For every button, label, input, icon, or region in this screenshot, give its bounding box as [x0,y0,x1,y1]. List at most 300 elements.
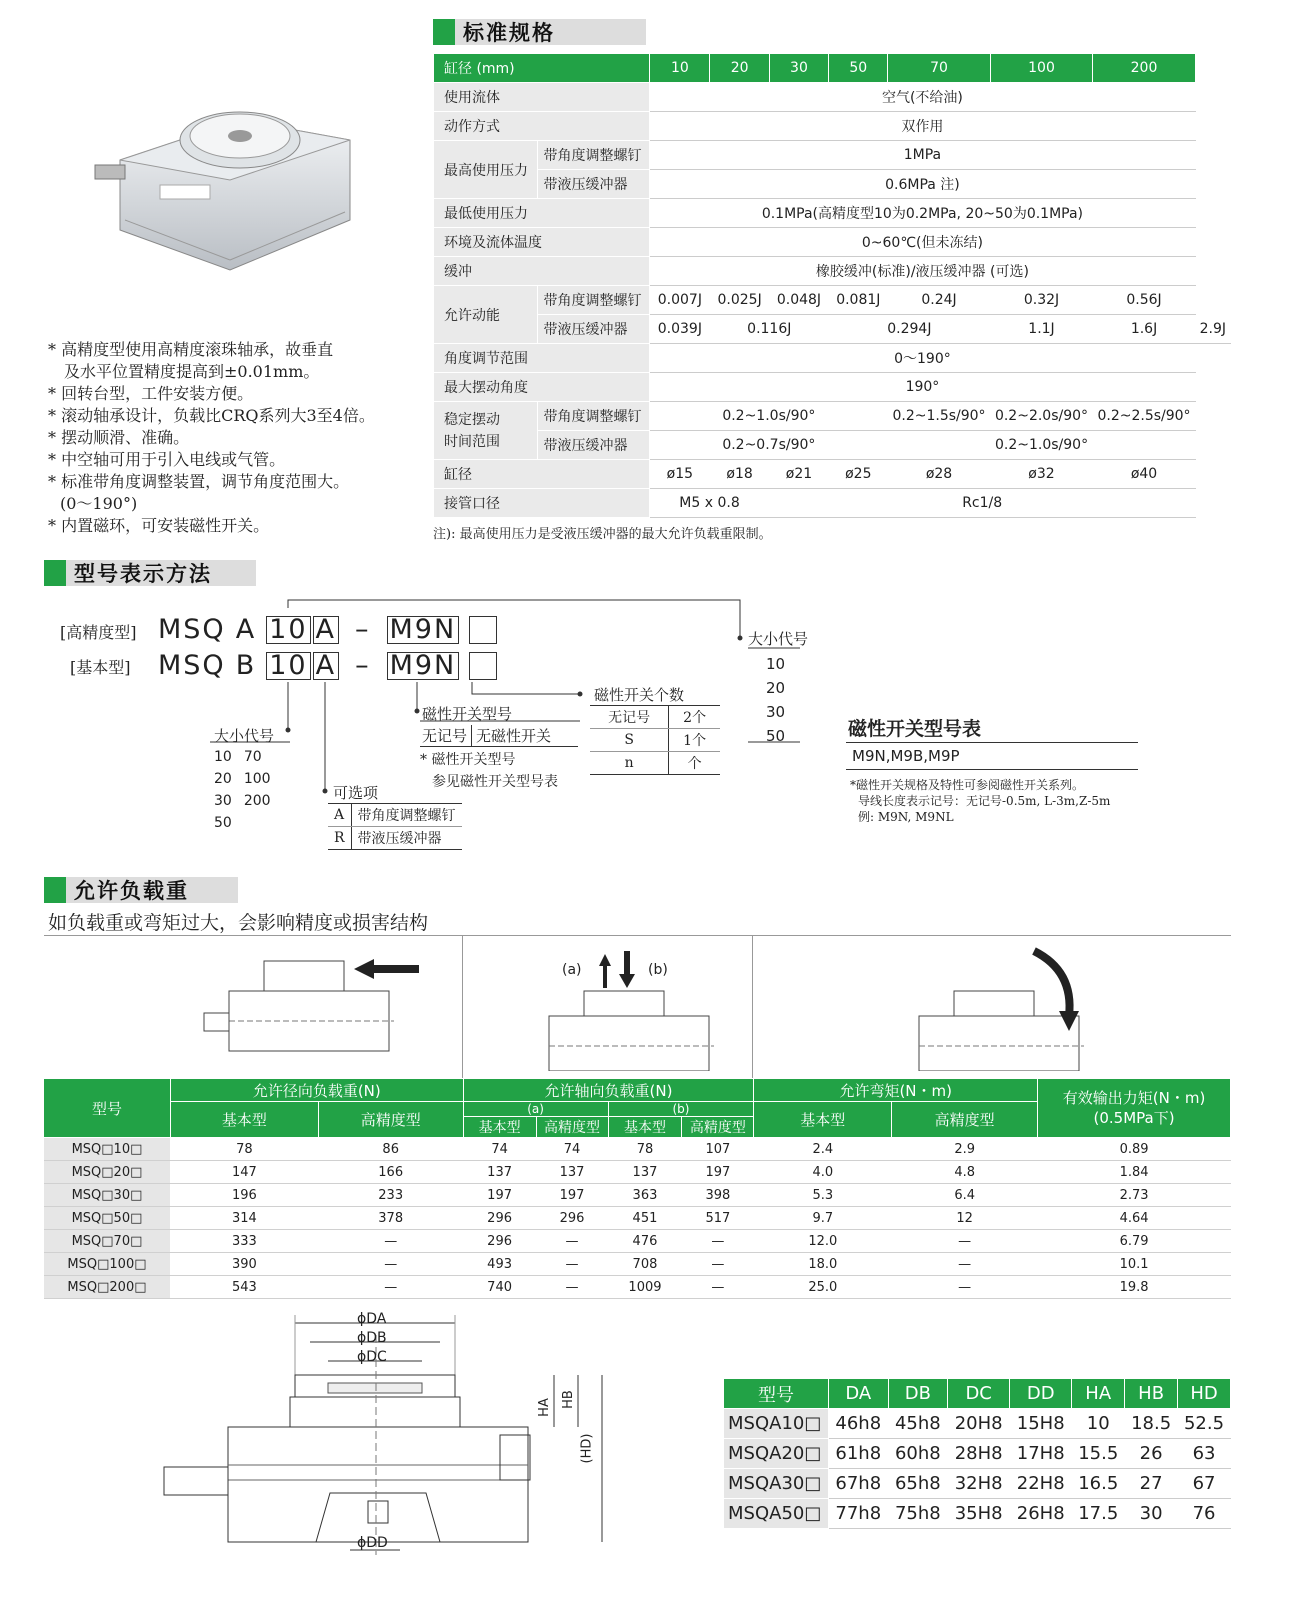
cell: 17.5 [1072,1499,1125,1529]
cell: 0.007J [650,286,710,315]
dim-label-da: ϕDA [357,1311,387,1327]
option-desc: 带角度调整螺钉 [351,804,462,827]
switch-code: 无记号 [422,725,472,746]
switch-note: 参见磁性开关型号表 [432,774,558,790]
right-size: 50 [766,727,786,745]
cell: 137 [536,1161,608,1184]
mag-note: 导线长度表示记号：无记号-0.5m, L-3m,Z-5m [858,794,1111,808]
cell: 0.89 [1038,1138,1231,1161]
switch-note: * 磁性开关型号 [420,752,516,768]
cell: 0.6MPa 注) [650,170,1195,199]
table-row [44,1276,1231,1299]
cell: 61h8 [829,1439,889,1469]
h-hp: 高精度型 [892,1102,1038,1138]
radial-load-diagram [194,951,434,1066]
cell: 0.2~0.7s/90° [650,431,888,460]
section-marker [44,560,66,586]
cell: 1009 [608,1276,682,1299]
row-label: 最低使用压力 [434,199,650,228]
cell: 196 [170,1184,318,1207]
dim-label-ha: HA [536,1398,552,1417]
cell: 52.5 [1178,1409,1231,1439]
table-row [724,1499,1231,1529]
cell: 147 [170,1161,318,1184]
cell: 6.79 [1038,1230,1231,1253]
cell: 166 [318,1161,463,1184]
dim-header: 型号 [724,1379,829,1409]
sub-label: 带液压缓冲器 [537,315,650,344]
cell: 197 [463,1184,536,1207]
cell: 1.84 [1038,1161,1231,1184]
cell: MSQ□50□ [44,1207,171,1230]
cell: 18.5 [1125,1409,1178,1439]
cell: — [318,1276,463,1299]
cell: — [536,1230,608,1253]
size-code-title: 大小代号 [214,727,275,745]
cell: 233 [318,1184,463,1207]
table-row [724,1409,1231,1439]
cell: 4.64 [1038,1207,1231,1230]
cell: 10.1 [1038,1253,1231,1276]
dim-header: HD [1178,1379,1231,1409]
h-torque [1038,1079,1231,1138]
table-row [724,1439,1231,1469]
option-title: 可选项 [333,784,379,802]
sub-label: 带液压缓冲器 [537,170,650,199]
cell: ø15 [650,460,710,489]
h-basic: 基本型 [463,1117,536,1138]
right-size: 30 [766,703,786,721]
cell: MSQ□10□ [44,1138,171,1161]
code-option: A [313,652,339,680]
table-row [724,1469,1231,1499]
option-code: R [328,827,351,850]
h-model: 型号 [44,1079,171,1138]
cell: 22H8 [1010,1469,1072,1499]
cell: ø25 [829,460,888,489]
axial-load-diagram [514,946,754,1071]
cell: 107 [682,1138,754,1161]
dim-header: DA [829,1379,889,1409]
h-hp: 高精度型 [536,1117,608,1138]
cell: 6.4 [892,1184,1038,1207]
cell: 77h8 [829,1499,889,1529]
count-title: 磁性开关个数 [594,686,685,704]
feature-list [48,339,428,537]
cell: M5 x 0.8 [650,489,770,518]
cell: 190° [650,373,1195,402]
row-label: 动作方式 [434,112,650,141]
row-label [434,402,538,460]
section-marker [433,19,455,45]
cell: 74 [463,1138,536,1161]
basic-type-label: [基本型] [70,658,131,677]
section-title: 标准规格 [463,20,555,45]
feature-item: * 标准带角度调整装置，调节角度范围大。 [48,472,350,491]
switch-row [422,725,551,746]
h-torque-line1: 有效输出力矩(N・m) [1062,1089,1206,1107]
cell: 390 [170,1253,318,1276]
count-value: 2个 [669,706,720,729]
h-basic: 基本型 [608,1117,682,1138]
mag-notes [850,777,1110,825]
right-size-title: 大小代号 [748,630,809,648]
section-title: 型号表示方法 [74,561,212,586]
size-code [238,812,277,834]
table-row [44,1138,1231,1161]
h-basic: 基本型 [754,1102,892,1138]
cell: MSQ□200□ [44,1276,171,1299]
cell: 45h8 [888,1409,948,1439]
cell: 451 [608,1207,682,1230]
code-type: A [235,614,257,645]
cell: 32H8 [948,1469,1010,1499]
cell: 2.4 [754,1138,892,1161]
cell: 0～190° [650,344,1195,373]
time-label-line2: 时间范围 [444,433,500,450]
switch-desc: 无磁性开关 [476,727,552,745]
cell: 35H8 [948,1499,1010,1529]
cell: 398 [682,1184,754,1207]
cell: — [536,1253,608,1276]
cell: 25.0 [754,1276,892,1299]
spec-header-label: 缸径 (mm) [434,54,650,83]
cell: 0.081J [829,286,888,315]
cell: 双作用 [650,112,1195,141]
count-code: n [590,752,669,775]
cell: 708 [608,1253,682,1276]
cell: 1MPa [650,141,1195,170]
diagram-label-b: (b) [648,962,668,978]
dim-label-dc: ϕDC [357,1349,387,1365]
cell: 65h8 [888,1469,948,1499]
cell: — [892,1253,1038,1276]
count-value: 1个 [669,729,720,752]
dim-label-hb: HB [560,1390,576,1409]
code-size: 10 [266,616,310,644]
size-code: 20 [214,771,232,787]
cell: 740 [463,1276,536,1299]
table-row [44,1207,1231,1230]
cell: MSQA20□ [724,1439,829,1469]
cell: 27 [1125,1469,1178,1499]
cell: 0.2~1.0s/90° [888,431,1195,460]
mag-divider [846,769,1138,770]
row-label: 使用流体 [434,83,650,112]
cell: 1.6J [1093,315,1195,344]
load-diagrams [44,935,1231,1079]
row-label: 允许动能 [434,286,538,344]
sub-label: 带角度调整螺钉 [537,141,650,170]
h-hp: 高精度型 [318,1102,463,1138]
feature-item: * 内置磁环，可安装磁性开关。 [48,516,270,535]
code-dash: – [355,650,371,681]
cell: 30 [1125,1499,1178,1529]
size-code: 10 [214,749,232,765]
cell: — [682,1230,754,1253]
size-code: 30 [214,793,232,809]
section-title: 允许负载重 [74,878,189,903]
cell: 476 [608,1230,682,1253]
cell: ø32 [990,460,1093,489]
section-header-load [44,877,238,903]
switch-divider [420,746,578,747]
option-desc: 带液压缓冲器 [357,831,442,847]
cell: 空气(不给油) [650,83,1195,112]
cell: MSQA10□ [724,1409,829,1439]
cell: ø40 [1093,460,1195,489]
cell: 0.24J [888,286,990,315]
cell: ø28 [888,460,990,489]
size-col: 200 [1093,54,1195,83]
dim-header: HB [1125,1379,1178,1409]
cell: 20H8 [948,1409,1010,1439]
cell: 0.039J [650,315,710,344]
cell: 4.0 [754,1161,892,1184]
size-code-table [208,746,277,834]
cell: 493 [463,1253,536,1276]
h-radial: 允许径向负载重(N) [170,1079,463,1102]
sub-label: 带液压缓冲器 [537,431,650,460]
section-marker [44,877,66,903]
feature-item: * 摆动顺滑、准确。 [48,428,190,447]
feature-item: * 高精度型使用高精度滚珠轴承，故垂直 [48,340,334,359]
cell: 137 [608,1161,682,1184]
right-size: 20 [766,679,786,697]
cell: 314 [170,1207,318,1230]
code-switch: M9N [387,616,460,644]
cell: — [318,1230,463,1253]
mag-divider [846,742,1138,743]
option-code: A [328,804,351,827]
size-code: 50 [214,815,232,831]
table-row [44,1161,1231,1184]
row-label: 缸径 [434,460,650,489]
cell: MSQ□100□ [44,1253,171,1276]
cell: 0.116J [710,315,829,344]
cell: 0.1MPa(高精度型10为0.2MPa, 20~50为0.1MPa) [650,199,1195,228]
cell: 0.025J [710,286,769,315]
cell: 76 [1178,1499,1231,1529]
cell: 86 [318,1138,463,1161]
cell: 78 [170,1138,318,1161]
cell: — [892,1230,1038,1253]
cell: 2.9J [1195,315,1230,344]
cell: 296 [463,1230,536,1253]
feature-item: (0～190°) [60,494,138,513]
h-torque-line2: (0.5MPa下) [1093,1109,1175,1127]
cell: 19.8 [1038,1276,1231,1299]
cell: 26H8 [1010,1499,1072,1529]
cell: 15.5 [1072,1439,1125,1469]
sub-label: 带角度调整螺钉 [537,402,650,431]
cell: 12.0 [754,1230,892,1253]
row-label: 角度调节范围 [434,344,650,373]
h-basic: 基本型 [170,1102,318,1138]
count-value: 个 [687,756,702,772]
cell: 0.56J [1093,286,1195,315]
code-series: MSQ [158,650,226,681]
cell: 75h8 [888,1499,948,1529]
feature-item: * 回转台型，工件安装方便。 [48,384,254,403]
cell: 26 [1125,1439,1178,1469]
size-col: 30 [769,54,828,83]
spec-note: 注): 最高使用压力是受液压缓冲器的最大允许负载重限制。 [433,527,772,542]
cell: 78 [608,1138,682,1161]
h-a: (a) [463,1102,608,1117]
switch-title: 磁性开关型号 [422,705,513,723]
dim-header: DC [948,1379,1010,1409]
h-hp: 高精度型 [682,1117,754,1138]
row-label: 最大摆动角度 [434,373,650,402]
cell: 197 [682,1161,754,1184]
row-label: 环境及流体温度 [434,228,650,257]
cell: MSQ□30□ [44,1184,171,1207]
option-table [328,803,462,850]
cell: 18.0 [754,1253,892,1276]
cell: Rc1/8 [769,489,1195,518]
cell: ø18 [710,460,769,489]
h-b: (b) [608,1102,754,1117]
cell: 67h8 [829,1469,889,1499]
cell: 16.5 [1072,1469,1125,1499]
cell: 5.3 [754,1184,892,1207]
size-col: 10 [650,54,710,83]
load-table [43,1078,1231,1299]
cell: — [682,1253,754,1276]
cell: 46h8 [829,1409,889,1439]
feature-item: 及水平位置精度提高到±0.01mm。 [64,362,320,381]
code-option: A [313,616,339,644]
cell: MSQA30□ [724,1469,829,1499]
cell: 2.9 [892,1138,1038,1161]
cell: 517 [682,1207,754,1230]
code-switch: M9N [387,652,460,680]
cell: 74 [536,1138,608,1161]
dim-label-dd: ϕDD [357,1535,388,1551]
cell: 9.7 [754,1207,892,1230]
cell: 137 [463,1161,536,1184]
feature-item: * 中空轴可用于引入电线或气管。 [48,450,286,469]
mag-note: *磁性开关规格及特性可参阅磁性开关系列。 [850,778,1085,792]
code-series: MSQ [158,614,226,645]
cell: 0.2~2.5s/90° [1093,402,1195,431]
time-label-line1: 稳定摆动 [444,411,500,428]
cell: 63 [1178,1439,1231,1469]
cell: — [682,1276,754,1299]
dim-label-db: ϕDB [357,1330,387,1346]
cell: 4.8 [892,1161,1038,1184]
count-code: S [590,729,669,752]
cell: 0.2~1.0s/90° [650,402,888,431]
right-size-list [766,652,785,748]
moment-load-diagram [884,946,1124,1071]
dim-header: DB [888,1379,948,1409]
load-subtitle: 如负载重或弯矩过大，会影响精度或损害结构 [48,912,429,934]
code-dash: – [355,614,371,645]
row-label: 最高使用压力 [434,141,538,199]
h-axial: 允许轴向负载重(N) [463,1079,754,1102]
mag-note: 例: M9N, M9NL [858,810,954,824]
sub-label: 带角度调整螺钉 [537,286,650,315]
size-col: 50 [829,54,888,83]
cell: 378 [318,1207,463,1230]
row-label: 缓冲 [434,257,650,286]
cell: 0.32J [990,286,1093,315]
load-table-body [44,1138,1231,1299]
cell: — [318,1253,463,1276]
cell: — [892,1276,1038,1299]
dimension-table [723,1378,1231,1529]
cell: 28H8 [948,1439,1010,1469]
cell: 0.2~2.0s/90° [990,402,1093,431]
cell: 60h8 [888,1439,948,1469]
cell: 363 [608,1184,682,1207]
dim-header: DD [1010,1379,1072,1409]
cell: 1.1J [990,315,1093,344]
cell: MSQA50□ [724,1499,829,1529]
mag-table-title: 磁性开关型号表 [848,718,982,740]
diagram-divider [462,936,463,1079]
section-header-spec [433,19,646,45]
size-col: 70 [888,54,990,83]
cell: 296 [463,1207,536,1230]
cell: — [536,1276,608,1299]
feature-item: * 滚动轴承设计，负载比CRQ系列大3至4倍。 [48,406,375,425]
table-row [44,1253,1231,1276]
cell: 0~60℃(但未冻结) [650,228,1195,257]
cell: 17H8 [1010,1439,1072,1469]
cell: 0.294J [829,315,990,344]
cell: 296 [536,1207,608,1230]
dim-header: HA [1072,1379,1125,1409]
count-table [590,705,720,775]
cell: MSQ□70□ [44,1230,171,1253]
code-type: B [235,650,257,681]
table-row [44,1184,1231,1207]
row-label: 接管口径 [434,489,650,518]
section-header-model [44,560,256,586]
cell: 543 [170,1276,318,1299]
cell: ø21 [769,460,828,489]
right-size: 10 [766,655,786,673]
cell: 15H8 [1010,1409,1072,1439]
table-row [44,1230,1231,1253]
product-photo [90,80,360,280]
cell: 0.048J [769,286,828,315]
size-code: 70 [243,749,262,765]
cell: 12 [892,1207,1038,1230]
cell: 67 [1178,1469,1231,1499]
spec-table [433,53,1231,518]
size-code: 200 [243,793,271,809]
hp-type-label: [高精度型] [60,623,137,642]
code-size: 10 [266,652,310,680]
size-code: 100 [243,771,271,787]
size-col: 100 [990,54,1093,83]
cell: 10 [1072,1409,1125,1439]
dim-label-hd: (HD) [579,1433,595,1464]
size-col: 20 [710,54,769,83]
count-code: 无记号 [590,706,669,729]
h-moment: 允许弯矩(N・m) [754,1079,1038,1102]
cell: 0.2~1.5s/90° [888,402,990,431]
cell: 2.73 [1038,1184,1231,1207]
mag-models: M9N,M9B,M9P [852,747,960,765]
cell: 橡胶缓冲(标准)/液压缓冲器 (可选) [650,257,1195,286]
diagram-label-a: (a) [562,962,582,978]
cell: 197 [536,1184,608,1207]
